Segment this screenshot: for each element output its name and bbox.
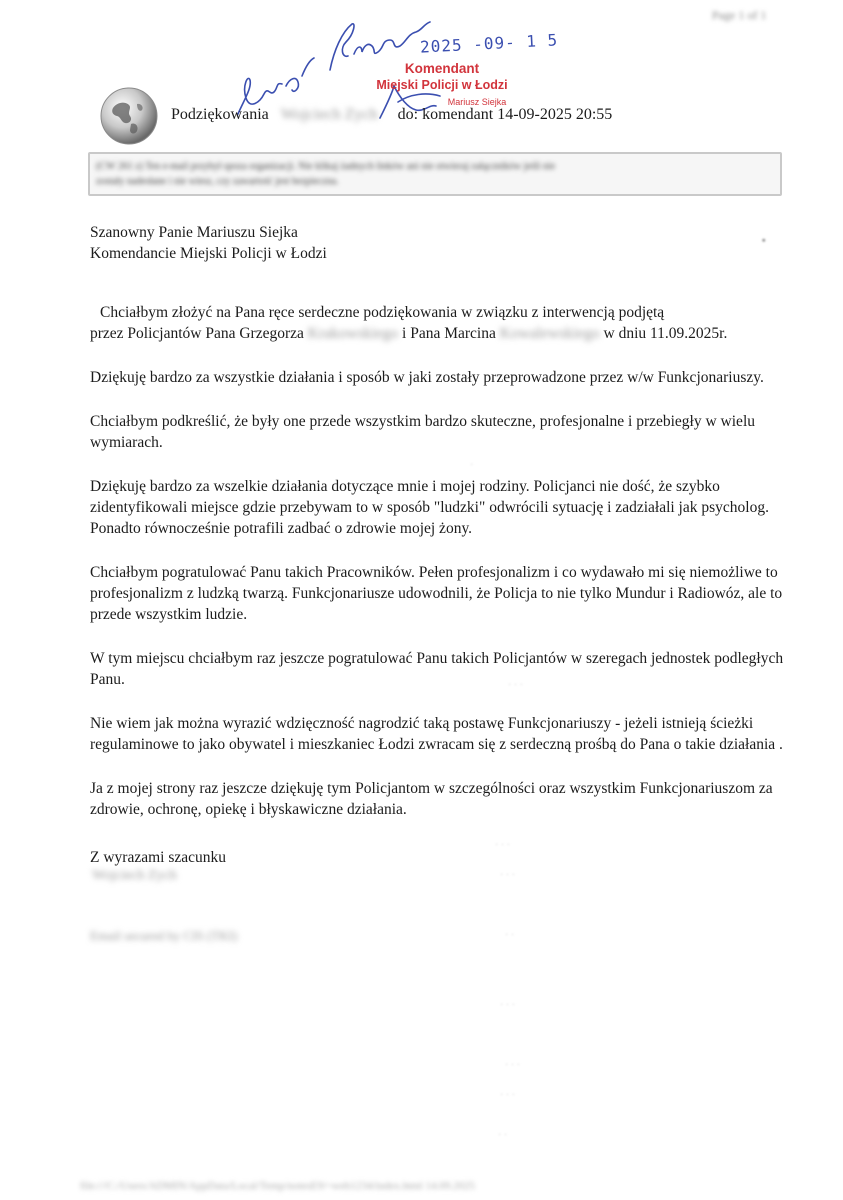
paragraph-3: Chciałbym podkreślić, że były one przede wszystkim bardzo skuteczne, profesjonalne i przebiegły w wielu wymiarach. [90,413,755,451]
notice-line-1: (CW 261 z) Ten e-mail przybył spoza organizacji. Nie klikaj żadnych linków ani nie otwieraj załączników jeśli nie [96,161,556,172]
closing-regards: Z wyrazami szacunku [90,849,226,866]
addressee-line-2: Komendancie Miejski Policji w Łodzi [90,245,327,262]
email-datetime: 14-09-2025 20:55 [497,106,613,123]
addressee-line-1: Szanowny Panie Mariuszu Siejka [90,224,298,241]
paragraph-8: Ja z mojej strony raz jeszcze dziękuję tym Policjantom w szczególności oraz wszystkim Funkcjonariuszom za zdrowie, ochronę, opiekę i błyskawiczne działania. [90,780,773,818]
email-subject: Podziękowania [171,106,269,123]
paragraph-5: Chciałbym pogratulować Panu takich Pracowników. Pełen profesjonalizm i co wydawało mi się niemożliwe to profesjonalizm z ludzką twarzą. Funkcjonariusze udowodnili, że Policja to nie tylko Mundur i Radiowóz, ale to przede wszystkim ludzie. [90,564,783,623]
email-sender-redacted: Wojciech Zych [280,106,378,123]
email-recipient: do: komendant [397,106,494,123]
stamp-title: Komendant [404,61,480,76]
paragraph-4: Dziękuję bardzo za wszelkie działania dotyczące mnie i mojej rodziny. Policjanci nie dość, że szybko zidentyfikowali miejsce gdzie przebywam to w sposób "ludzki" odwrócili sytuację i zadziałali jak psycholog. Ponadto równocześnie potrafili zadbać o zdrowie mojej żony. [90,478,769,537]
globe-icon [99,86,159,146]
officer-surname-2-redacted: Kowalewskiego [499,325,600,342]
document-page: Page 1 of 1 2025 -09- 1 5 Komendant Miejski Policji w Łodzi Mariusz Siejka Podziękowania Wojciech Zych do: komendant 14-09-2025 20:55 (CW 261 z) Ten e-mail przybył spoza organizacji. Nie klikaj żadnych linków ani nie otwieraj załączników jeśli nie zostały nadesłane i nie wiesz, czy zawartość jest bezpieczna. Szanowny Panie Mariuszu Siejka Komendancie Miejski Policji w Łodzi Chciałbym złożyć na Pana ręce serdeczne podziękowania w związku z interwencją podjętą przez Policjantów Pana Grzegorza Krakowskiego i Pana Marcina Kowalewskiego w dniu 11.09.2025r. Dziękuję bardzo za wszystkie działania i sposób w jaki zostały przeprowadzone przez w/w Funkcjonariuszy. Chciałbym podkreślić, że były one przede wszystkim bardzo skuteczne, profesjonalne i przebiegły w wielu wymiarach. Dziękuję bardzo za wszelkie działania dotyczące mnie i mojej rodziny. Policjanci nie dość, że szybko zidentyfikowali miejsce gdzie przebywam to w sposób "ludzki" odwrócili sytuację i zadziałali jak psycholog. Ponadto równocześnie potrafili zadbać o zdrowie mojej żony. Chciałbym pogratulować Panu takich Pracowników. Pełen profesjonalizm i co wydawało mi się niemożliwe to profesjonalizm z ludzką twarzą. Funkcjonariusze udowodnili, że Policja to nie tylko Mundur i Radiowóz, ale to przede wszystkim ludzie. W tym miejscu chciałbym raz jeszcze pogratulować Panu takich Policjantów w szeregach jednostek podległych Panu. Nie wiem jak można wyrazić wdzięczność nagrodzić taką postawę Funkcjonariuszy - jeżeli istnieją ścieżki regulaminowe to jako obywatel i mieszkaniec Łodzi zwracam się z serdeczną prośbą do Pana o takie działania . Ja z mojej strony raz jeszcze dziękuję tym Policjantom w szczególności oraz wszystkim Funkcjonariuszom za zdrowie, ochronę, opiekę i błyskawiczne działania. Z wyrazami szacunku Wojciech Zych Email secured by CIS (TKI) file:///C:/Users/ADMIN/AppData/Local/Temp/notesE9/~web1234/index.html 14.09.2025 · · · · · · · · · · · · · · · · · · · · · · · • [0,0,843,1200]
email-header-line [171,106,612,124]
notice-line-2: zostały nadesłane i nie wiesz, czy zawartość jest bezpieczna. [96,176,339,187]
letter-body [90,302,790,843]
stamp-name: Mariusz Siejka [447,97,507,107]
paragraph-1-c: i Pana Marcina [402,325,496,342]
email-footer-redacted: Email secured by CIS (TKI) [90,928,238,943]
paragraph-2: Dziękuję bardzo za wszystkie działania i sposób w jaki zostały przeprowadzone przez w/w Funkcjonariuszy. [90,369,764,386]
print-footer-redacted: file:///C:/Users/ADMIN/AppData/Local/Temp/notesE9/~web1234/index.html 14.09.2025 [80,1180,476,1192]
official-stamp [352,60,532,111]
paragraph-7: Nie wiem jak można wyrazić wdzięczność nagrodzić taką postawę Funkcjonariuszy - jeżeli istnieją ścieżki regulaminowe to jako obywatel i mieszkaniec Łodzi zwracam się z serdeczną prośbą do Pana o takie działania . [90,715,783,753]
officer-surname-1-redacted: Krakowskiego [307,325,399,342]
stamp-organization: Miejski Policji w Łodzi [376,78,508,92]
stamp-date: 2025 -09- 1 5 [419,30,559,57]
signature-name-redacted: Wojciech Zych [92,868,177,883]
paragraph-1-a: Chciałbym złożyć na Pana ręce serdeczne podziękowania w związku z interwencją podjętą [100,304,665,321]
addressee-block [90,222,327,264]
paragraph-1-b: przez Policjantów Pana Grzegorza [90,325,304,342]
page-number-label: Page 1 of 1 [712,8,767,22]
external-email-notice [88,152,782,196]
paragraph-1-d: w dniu 11.09.2025r. [603,325,728,342]
paragraph-6: W tym miejscu chciałbym raz jeszcze pogratulować Panu takich Policjantów w szeregach jednostek podległych Panu. [90,650,784,688]
paragraph-1 [90,302,790,344]
